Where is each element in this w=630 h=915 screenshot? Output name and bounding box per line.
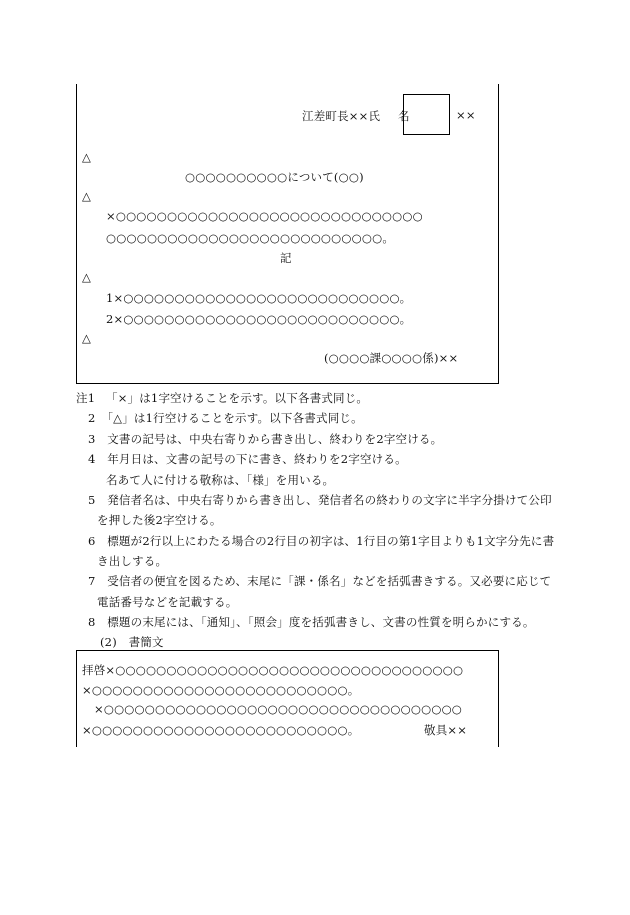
letter-line: ×○○○○○○○○○○○○○○○○○○○○○○○○○。 xyxy=(82,683,360,697)
section-heading: (2) 書簡文 xyxy=(100,635,164,649)
note-line: 名あて人に付ける敬称は、「様」を用いる。 xyxy=(106,473,335,487)
note-line: 7 受信者の便宜を図るため、末尾に「課・係名」などを括弧書きする。又必要に応じて xyxy=(88,574,552,588)
note-prefix: 注1 xyxy=(76,391,96,405)
list-item: 1×○○○○○○○○○○○○○○○○○○○○○○○○○○○。 xyxy=(106,291,412,305)
seal-label: 名 xyxy=(398,109,410,123)
letter-line: 拝啓×○○○○○○○○○○○○○○○○○○○○○○○○○○○○○○○○○○ xyxy=(82,663,464,677)
blank-line-mark: △ xyxy=(82,331,92,345)
seal-box xyxy=(403,94,450,135)
ki-label: 記 xyxy=(280,251,292,265)
body-line: ○○○○○○○○○○○○○○○○○○○○○○○○○○○。 xyxy=(106,231,395,245)
blank-line-mark: △ xyxy=(82,150,92,164)
letter-line: ×○○○○○○○○○○○○○○○○○○○○○○○○○○○○○○○○○○○ xyxy=(94,702,463,716)
blank-line-mark: △ xyxy=(82,189,92,203)
form-title: ○○○○○○○○○○について(○○) xyxy=(185,170,364,184)
note-line: 2 「△」は1行空けることを示す。以下各書式同じ。 xyxy=(88,411,363,425)
letter-line: ×○○○○○○○○○○○○○○○○○○○○○○○○○。 xyxy=(82,723,360,737)
note-line: 3 文書の記号は、中央右寄りから書き出し、終わりを2字空ける。 xyxy=(88,432,443,446)
sender-line: 江差町長××氏 xyxy=(302,109,381,123)
note-line: 4 年月日は、文書の記号の下に書き、終わりを2字空ける。 xyxy=(88,452,407,466)
letter-closing: 敬具×× xyxy=(424,723,468,737)
blank-line-mark: △ xyxy=(82,270,92,284)
list-item: 2×○○○○○○○○○○○○○○○○○○○○○○○○○○○。 xyxy=(106,312,412,326)
note-line: 8 標題の末尾には、「通知」、「照会」度を括弧書きし、文書の性質を明らかにする。 xyxy=(88,615,535,629)
note-line: を押した後2字空ける。 xyxy=(97,513,222,527)
note-line: 5 発信者名は、中央右寄りから書き出し、発信者名の終わりの文字に半字分掛けて公印 xyxy=(88,493,552,507)
note-line: き出しする。 xyxy=(97,554,168,568)
body-line: ×○○○○○○○○○○○○○○○○○○○○○○○○○○○○○○ xyxy=(106,209,423,223)
footer-contact: (○○○○課○○○○係)×× xyxy=(324,351,459,365)
note-line: 電話番号などを記載する。 xyxy=(97,595,238,609)
seal-spacing: ×× xyxy=(456,108,476,122)
note-line: 「×」は1字空けることを示す。以下各書式同じ。 xyxy=(106,391,369,405)
note-line: 6 標題が2行以上にわたる場合の2行目の初字は、1行目の第1字目よりも1文字分先に書 xyxy=(88,534,555,548)
